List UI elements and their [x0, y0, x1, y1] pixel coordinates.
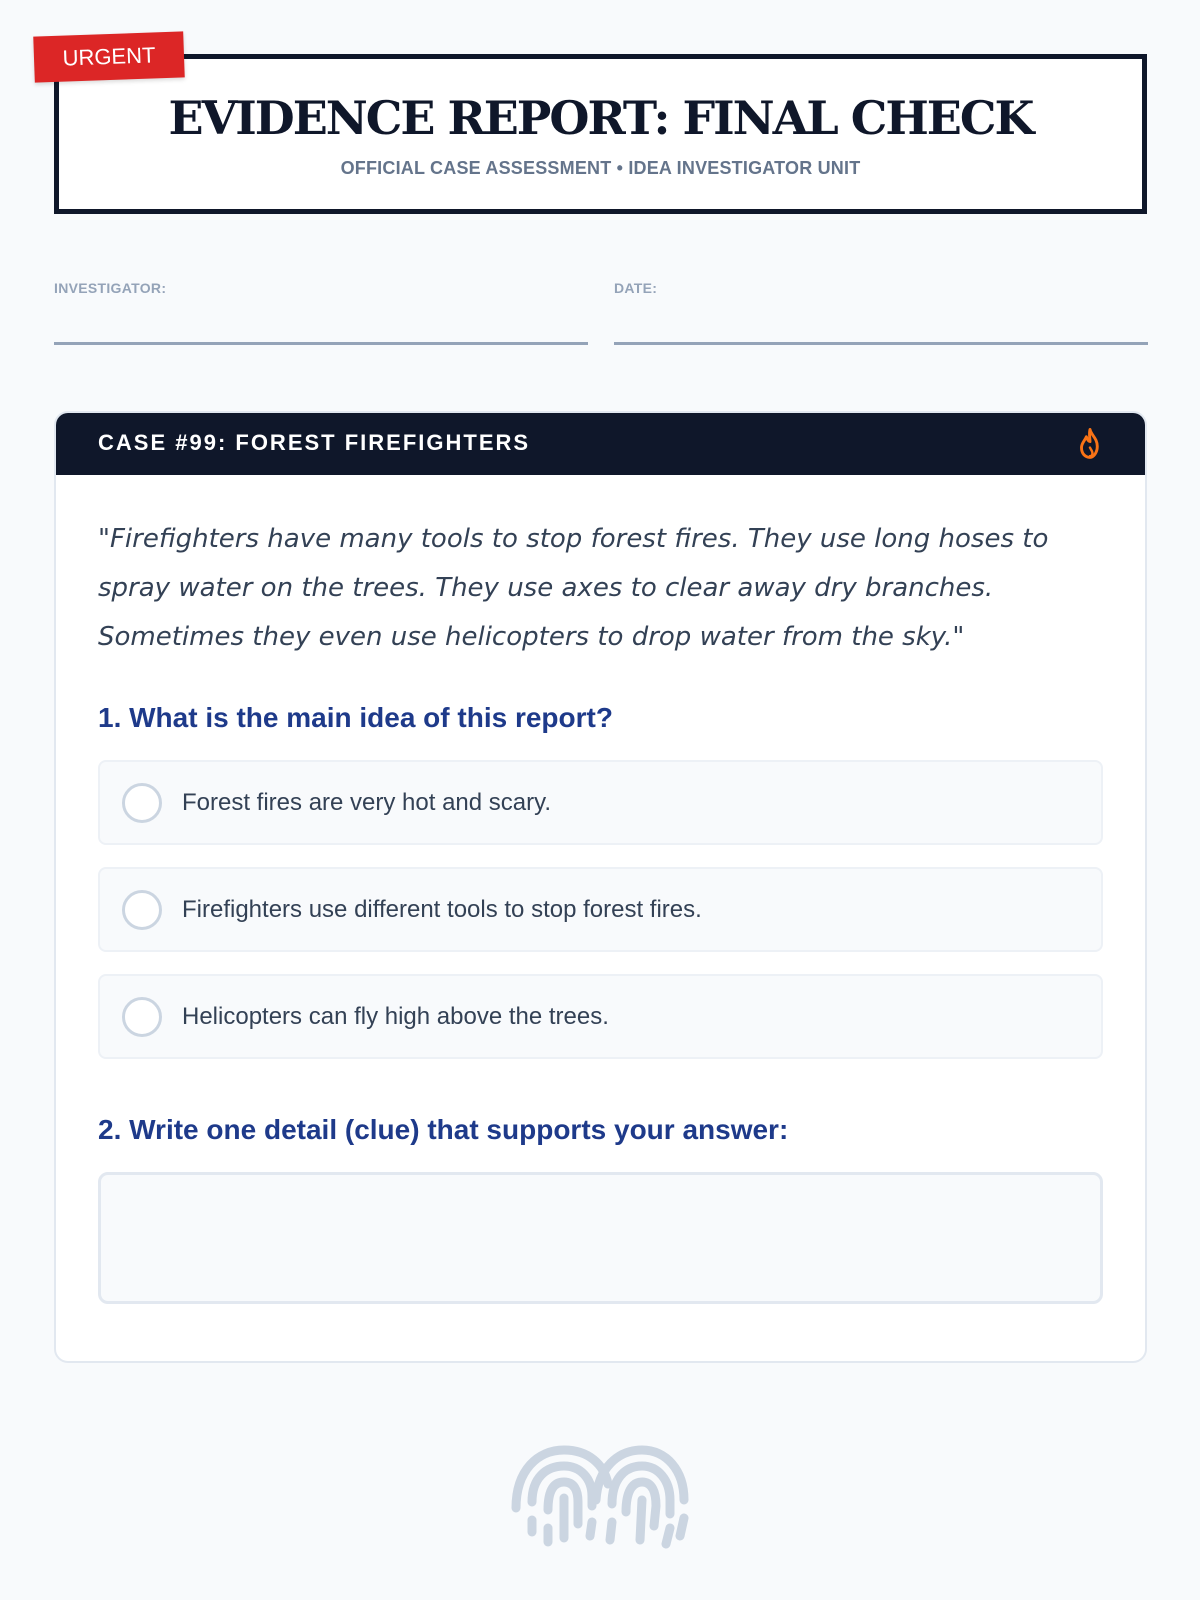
investigator-label: INVESTIGATOR: — [54, 280, 167, 296]
radio-button[interactable] — [122, 997, 162, 1037]
option-label: Helicopters can fly high above the trees. — [182, 1002, 609, 1030]
question-1: 1. What is the main idea of this report? — [98, 702, 613, 733]
option-1[interactable] — [98, 760, 1103, 845]
question-2: 2. Write one detail (clue) that supports your answer: — [98, 1114, 789, 1145]
case-passage: "Firefighters have many tools to stop forest fires. They use long hoses to spray water on the trees. They use axes to clear away dry branches. Sometimes they even use helicopters to drop water from the sky." — [98, 524, 1049, 652]
answer-textarea[interactable] — [98, 1172, 1103, 1304]
report-header — [54, 54, 1147, 214]
option-label: Forest fires are very hot and scary. — [182, 788, 552, 816]
option-3[interactable] — [98, 974, 1103, 1059]
page-subtitle: OFFICIAL CASE ASSESSMENT • IDEA INVESTIGATOR UNIT — [340, 158, 861, 178]
case-card — [54, 411, 1147, 1363]
date-label: DATE: — [614, 280, 658, 296]
date-line — [614, 342, 1148, 345]
option-2[interactable] — [98, 867, 1103, 952]
urgent-stamp: URGENT — [33, 31, 185, 82]
case-title: CASE #99: FOREST FIREFIGHTERS — [98, 430, 531, 455]
case-body — [56, 475, 1145, 1304]
radio-button[interactable] — [122, 783, 162, 823]
case-header — [56, 413, 1145, 475]
page-title: EVIDENCE REPORT: FINAL CHECK — [168, 91, 1033, 145]
investigator-field[interactable] — [54, 280, 588, 345]
date-field[interactable] — [614, 280, 1148, 345]
investigator-line — [54, 342, 588, 345]
radio-button[interactable] — [122, 890, 162, 930]
fingerprint-icon — [508, 1440, 692, 1550]
fire-icon — [1075, 427, 1105, 461]
option-label: Firefighters use different tools to stop forest fires. — [182, 895, 702, 923]
answer-options — [98, 760, 1103, 1059]
